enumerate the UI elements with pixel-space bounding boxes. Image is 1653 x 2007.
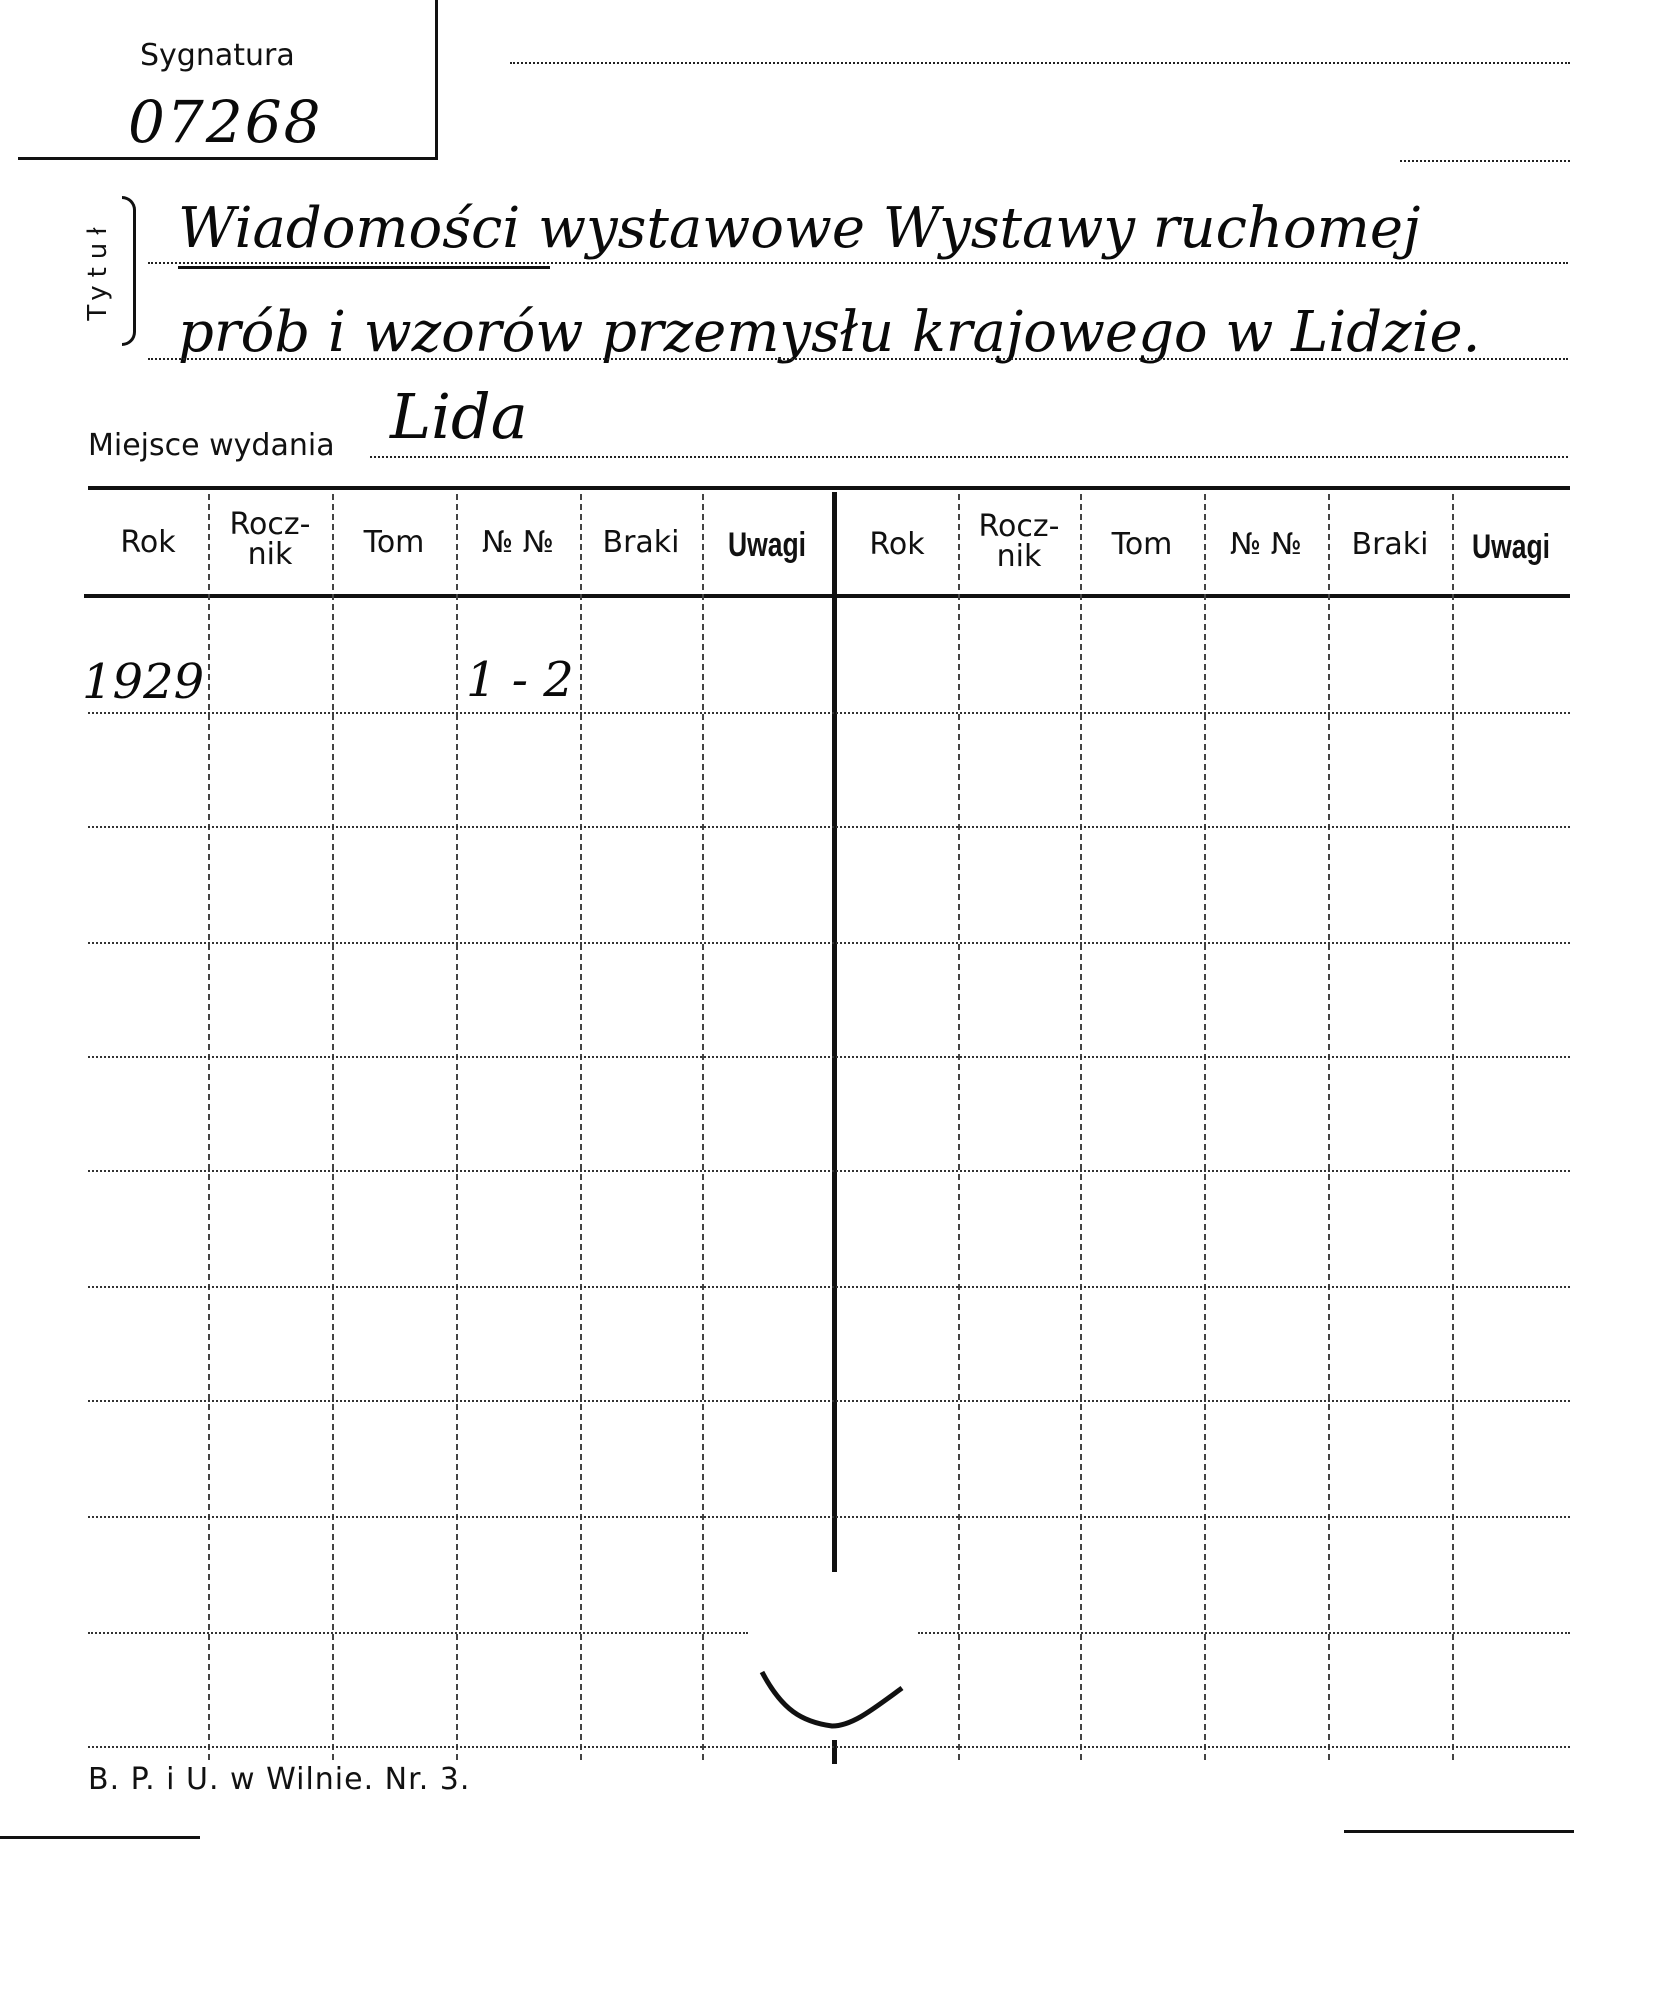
card-edge-mark — [1344, 1830, 1574, 1833]
column-separator — [332, 494, 334, 1760]
title-dotted-line-2 — [148, 358, 1568, 360]
header-uwagi: Uwagi — [727, 526, 807, 564]
row-line — [88, 1170, 1570, 1172]
header-tom: Tom — [363, 525, 425, 560]
row-line — [88, 1746, 1570, 1748]
title-line-1: Wiadomości wystawowe Wystawy ruchomej — [178, 196, 1421, 261]
place-value: Lida — [390, 380, 528, 453]
title-label: Tytuł — [83, 219, 113, 321]
header-uwagi-right: Uwagi — [1471, 528, 1551, 566]
table-center-divider-stub — [832, 1740, 837, 1764]
header-rocznik: Rocz- nik — [229, 507, 311, 572]
header-rocznik-right: Rocz- nik — [978, 509, 1060, 574]
header-numery: № № — [482, 525, 554, 560]
table-center-divider — [832, 492, 837, 1572]
footer-imprint: B. P. i U. w Wilnie. Nr. 3. — [88, 1762, 471, 1797]
row-line — [88, 1400, 1570, 1402]
column-separator — [456, 494, 458, 1760]
table-top-rule — [88, 486, 1570, 490]
cell-numery-1: 1 - 2 — [466, 652, 574, 708]
row-line — [88, 942, 1570, 944]
header-braki: Braki — [602, 525, 680, 560]
row-line — [88, 712, 1570, 714]
signature-value: 07268 — [128, 88, 323, 156]
signature-label: Sygnatura — [140, 38, 295, 73]
card-edge-mark — [0, 1836, 200, 1839]
header-tom-right: Tom — [1111, 527, 1173, 562]
row-line — [88, 826, 1570, 828]
header-numery-right: № № — [1230, 527, 1302, 562]
row-line — [88, 1632, 748, 1634]
column-separator — [958, 494, 960, 1760]
column-separator — [1204, 494, 1206, 1760]
place-dotted-line — [370, 456, 1568, 458]
column-separator — [702, 494, 704, 1760]
row-line — [918, 1632, 1570, 1634]
column-separator — [208, 494, 210, 1760]
cell-rok-1: 1929 — [82, 654, 205, 710]
title-dotted-line-1 — [148, 262, 1568, 264]
header-rok-right: Rok — [869, 527, 925, 562]
top-dotted-line-short — [1400, 160, 1570, 162]
place-label: Miejsce wydania — [88, 428, 335, 463]
title-underline — [178, 266, 550, 269]
pen-mark-icon — [752, 1660, 912, 1740]
top-dotted-line — [510, 62, 1570, 64]
table-header-rule — [84, 594, 1570, 598]
column-separator — [1080, 494, 1082, 1760]
title-brace — [122, 196, 136, 346]
title-line-2: prób i wzorów przemysłu krajowego w Lidzie. — [178, 300, 1481, 365]
column-separator — [580, 494, 582, 1760]
header-rok: Rok — [120, 525, 176, 560]
row-line — [88, 1516, 1570, 1518]
header-braki-right: Braki — [1351, 527, 1429, 562]
column-separator — [1328, 494, 1330, 1760]
column-separator — [1452, 494, 1454, 1760]
row-line — [88, 1286, 1570, 1288]
row-line — [88, 1056, 1570, 1058]
